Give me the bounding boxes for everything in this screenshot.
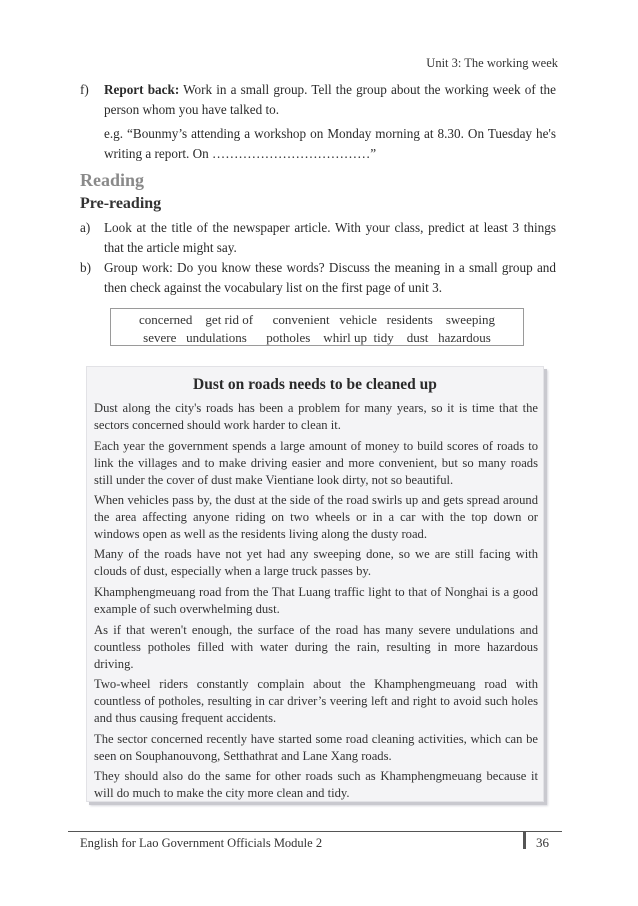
article-paragraph: The sector concerned recently have started some road cleaning activities, which can be seen on Souphanouvong, Setthathrat and Lane Xang roads. xyxy=(94,732,538,763)
task-f-text: Work in a small group. Tell the group about the working week of the person whom you have talked to. xyxy=(104,82,557,117)
article-paragraph: Each year the government spends a large amount of money to build scores of roads to link the villages and to make driving easier and more convenient, but so many roads still under the cover of dust make Vientiane look dirty, not so beautiful. xyxy=(94,439,538,487)
page-number: 36 xyxy=(536,835,549,850)
task-f-label: f) xyxy=(80,82,89,97)
task-b-text: Group work: Do you know these words? Discuss the meaning in a small group and then check against the vocabulary list on the first page of unit 3. xyxy=(104,260,556,295)
article-paragraph: Many of the roads have not yet had any sweeping done, so we are still facing with clouds of dust, especially when a large truck passes by. xyxy=(94,547,538,578)
article-paragraph: When vehicles pass by, the dust at the side of the road swirls up and gets spread around the area affecting anyone riding on two wheels or in a car with the top down or windows open as well as the residents living along the dusty road. xyxy=(94,493,538,541)
vocabulary-line-1: concerned get rid of convenient vehicle residents sweeping xyxy=(139,312,495,327)
article-title: Dust on roads needs to be cleaned up xyxy=(193,376,437,393)
footer-rule xyxy=(68,831,523,832)
article-paragraph: Dust along the city's roads has been a problem for many years, so it is time that the sectors concerned should work harder to clean it. xyxy=(94,401,538,432)
article-paragraph: Two-wheel riders constantly complain about the Khamphengmeuang road with countless of potholes, resulting in car driver’s veering left and right to avoid such holes and thus causing frequent accidents. xyxy=(94,677,538,725)
article-paragraph: As if that weren't enough, the surface of the road has many severe undulations and countless potholes filled with water during the rain, resulting in more hazardous driving. xyxy=(94,623,538,671)
subheading: Pre-reading xyxy=(80,195,162,212)
task-f-bold: Report back: xyxy=(104,82,180,97)
article-paragraph: They should also do the same for other roads such as Khamphengmeuang because it will do much to make the city more clean and tidy. xyxy=(94,769,538,800)
vocabulary-line-2: severe undulations potholes whirl up tidy dust hazardous xyxy=(143,330,491,345)
task-a-label: a) xyxy=(80,220,91,235)
task-b xyxy=(80,258,556,298)
task-f-example: e.g. “Bounmy’s attending a workshop on Monday morning at 8.30. On Tuesday he's writing a report. On ………………………………” xyxy=(104,126,556,161)
section-heading: Reading xyxy=(80,170,145,190)
footer-divider xyxy=(523,831,526,849)
footer-text: English for Lao Government Officials Module 2 xyxy=(80,836,323,850)
task-f xyxy=(80,80,556,120)
article-paragraph: Khamphengmeuang road from the That Luang traffic light to that of Nonghai is a good example of such overwhelming dust. xyxy=(94,585,538,616)
running-head: Unit 3: The working week xyxy=(426,56,558,70)
task-a xyxy=(80,218,556,258)
task-b-label: b) xyxy=(80,260,91,275)
footer-rule-right xyxy=(526,831,562,832)
vocabulary-box xyxy=(110,308,524,346)
task-a-text: Look at the title of the newspaper article. With your class, predict at least 3 things that the article might say. xyxy=(104,220,556,255)
